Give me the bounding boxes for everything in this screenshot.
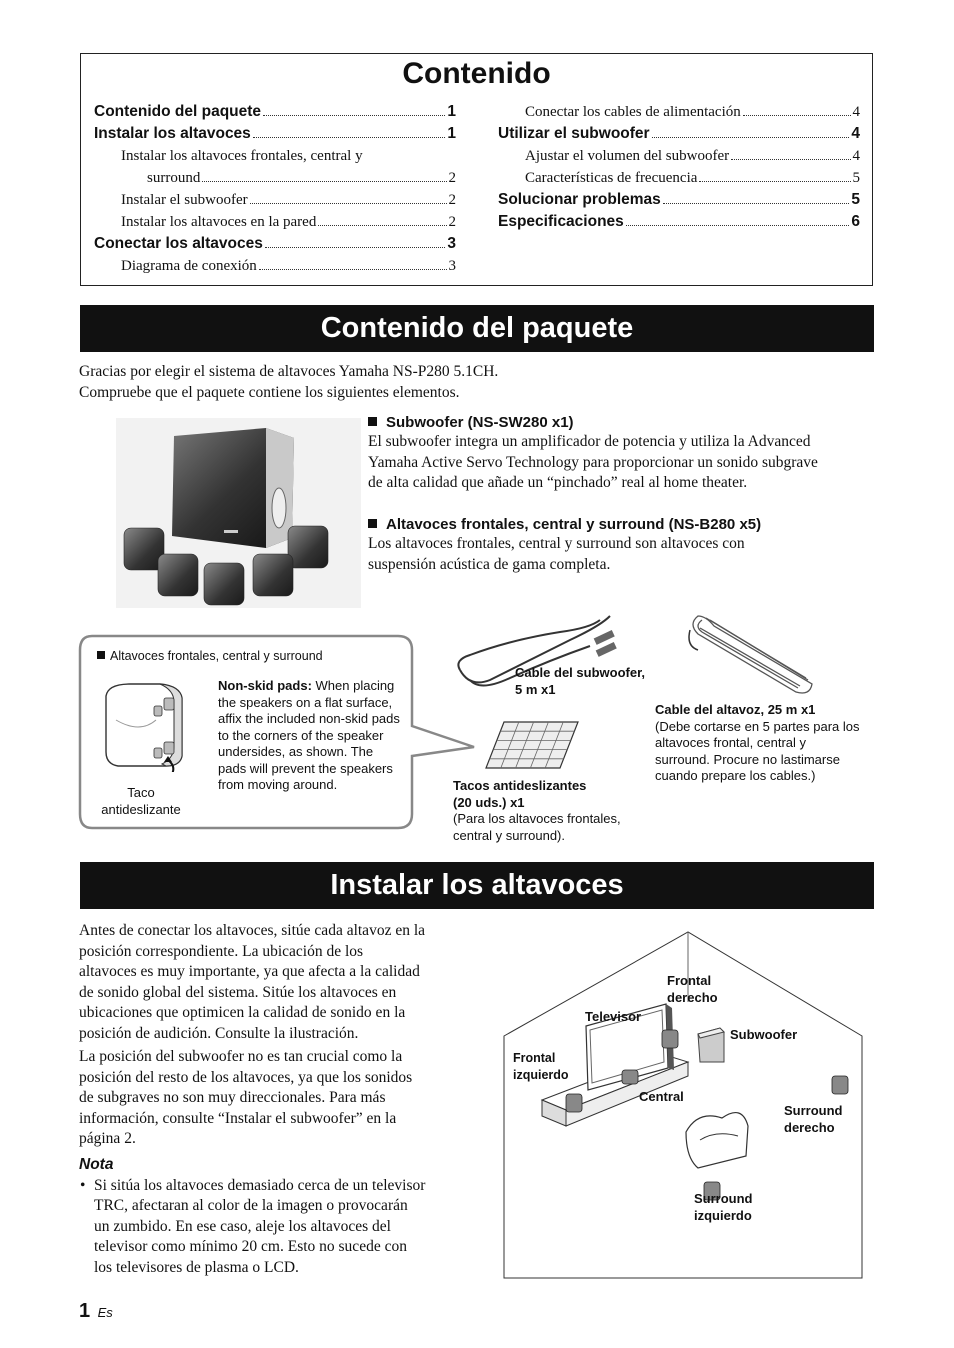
toc-entry[interactable]: Contenido del paquete 1	[94, 103, 456, 120]
label-central: Central	[639, 1089, 684, 1104]
square-bullet-icon	[97, 651, 105, 659]
non-skid-pads-note: Non-skid pads: When placing the speakers on a flat surface, affix the included non-skid pads to the corners of the speaker undersides, as shown. The pads will prevent the speakers from moving around.	[218, 678, 400, 792]
toc-right-column	[498, 101, 860, 233]
speaker-underside-illustration	[100, 680, 190, 772]
label-frontal-izquierdo: Frontal izquierdo	[513, 1051, 569, 1082]
toc-entry[interactable]: Instalar los altavoces en la pared 2	[121, 214, 456, 230]
square-bullet-icon	[368, 519, 377, 528]
non-skid-pad-label: Taco antideslizante	[101, 785, 181, 817]
page-footer	[79, 1300, 113, 1323]
non-skid-pads-label: Tacos antideslizantes (20 uds.) x1 (Para los altavoces frontales, central y surround).	[453, 778, 621, 843]
toc-entry[interactable]: Instalar el subwoofer 2	[121, 192, 456, 208]
toc-title: Contenido	[402, 57, 551, 90]
speaker-system-illustration	[116, 418, 361, 608]
table-of-contents	[80, 53, 873, 286]
square-bullet-icon	[368, 417, 377, 426]
toc-entry[interactable]: Características de frecuencia 5	[525, 170, 860, 186]
toc-entry[interactable]: Especificaciones 6	[498, 213, 860, 230]
subwoofer-description: Subwoofer (NS-SW280 x1) El subwoofer integra un amplificador de potencia y utiliza la Advanced Yamaha Active Servo Technology para proporcionar un sonido subgrave de alta calidad que añade un “pinchado” real al home theater.	[368, 414, 818, 491]
section-heading-install: Instalar los altavoces	[80, 862, 874, 909]
note-bullet: • Si sitúa los altavoces demasiado cerca de un televisor TRC, afectaran al color de la imagen o provocarán un zumbido. En ese caso, aleje los altavoces del televisor como mínimo 20 cm. Esto no sucede con los televisores de plasma o LCD.	[80, 1176, 426, 1276]
non-skid-pads-illustration	[484, 720, 580, 770]
label-televisor: Televisor	[585, 1009, 642, 1024]
label-surround-derecho: Surround derecho	[784, 1103, 843, 1135]
label-surround-izquierdo: Surround izquierdo	[694, 1191, 753, 1223]
toc-entry[interactable]: Utilizar el subwoofer 4	[498, 125, 860, 142]
toc-entry[interactable]: Instalar los altavoces frontales, central y	[121, 148, 363, 164]
note-heading: Nota	[79, 1155, 114, 1173]
install-text: Antes de conectar los altavoces, sitúe cada altavoz en la posición correspondiente. La ubicación de los altavoces es muy importante, ya que afecta a la calidad de sonido global del sistema. Sitúe los altavoces en ubicaciones que optimicen la calidad de sonido en la posición de audición. Consulte la ilustración. La posición del subwoofer no es tan crucial como la posición del resto de los altavoces, ya que los sonidos de subgraves no son muy direccionales. Para más información, consulte “Instalar el subwoofer” en la página 2. Nota • Si sitúa los altavoces demasiado cerca de un televisor TRC, afectaran al color de la imagen o provocarán un zumbido. En ese caso, aleje los altavoces del televisor como mínimo 20 cm. Esto no sucede con los televisores de plasma o LCD.	[79, 921, 459, 1278]
label-subwoofer: Subwoofer	[730, 1027, 798, 1042]
language-code: Es	[97, 1305, 113, 1320]
toc-entry[interactable]: Solucionar problemas 5	[498, 191, 860, 208]
speakers-description: Altavoces frontales, central y surround (NS-B280 x5) Los altavoces frontales, central y surround son altavoces con suspensión acústica de gama completa.	[368, 516, 762, 573]
toc-left-column	[94, 101, 456, 277]
toc-entry[interactable]: Conectar los altavoces 3	[94, 235, 456, 252]
subwoofer-cable-label: Cable del subwoofer, 5 m x1	[515, 665, 646, 697]
toc-entry[interactable]: surround 2	[147, 170, 456, 186]
toc-entry[interactable]: Diagrama de conexión 3	[121, 258, 456, 274]
intro-text: Gracias por elegir el sistema de altavoces Yamaha NS-P280 5.1CH. Compruebe que el paquete contiene los siguientes elementos.	[79, 363, 499, 401]
toc-entry[interactable]: Conectar los cables de alimentación 4	[525, 104, 860, 120]
speaker-cable-label: Cable del altavoz, 25 m x1 (Debe cortarse en 5 partes para los altavoces frontal, central y surround. Procure no lastimarse cuando prepare los cables.)	[655, 702, 860, 783]
toc-entry[interactable]: Ajustar el volumen del subwoofer 4	[525, 148, 860, 164]
callout-heading: Altavoces frontales, central y surround	[97, 648, 323, 665]
label-frontal-derecho: Frontal derecho	[667, 973, 718, 1005]
speaker-cable-coil-illustration	[686, 608, 821, 700]
page-number: 1	[79, 1300, 91, 1322]
section-heading-contents: Contenido del paquete	[80, 305, 874, 352]
toc-entry[interactable]: Instalar los altavoces 1	[94, 125, 456, 142]
bullet-icon: •	[80, 1176, 86, 1194]
